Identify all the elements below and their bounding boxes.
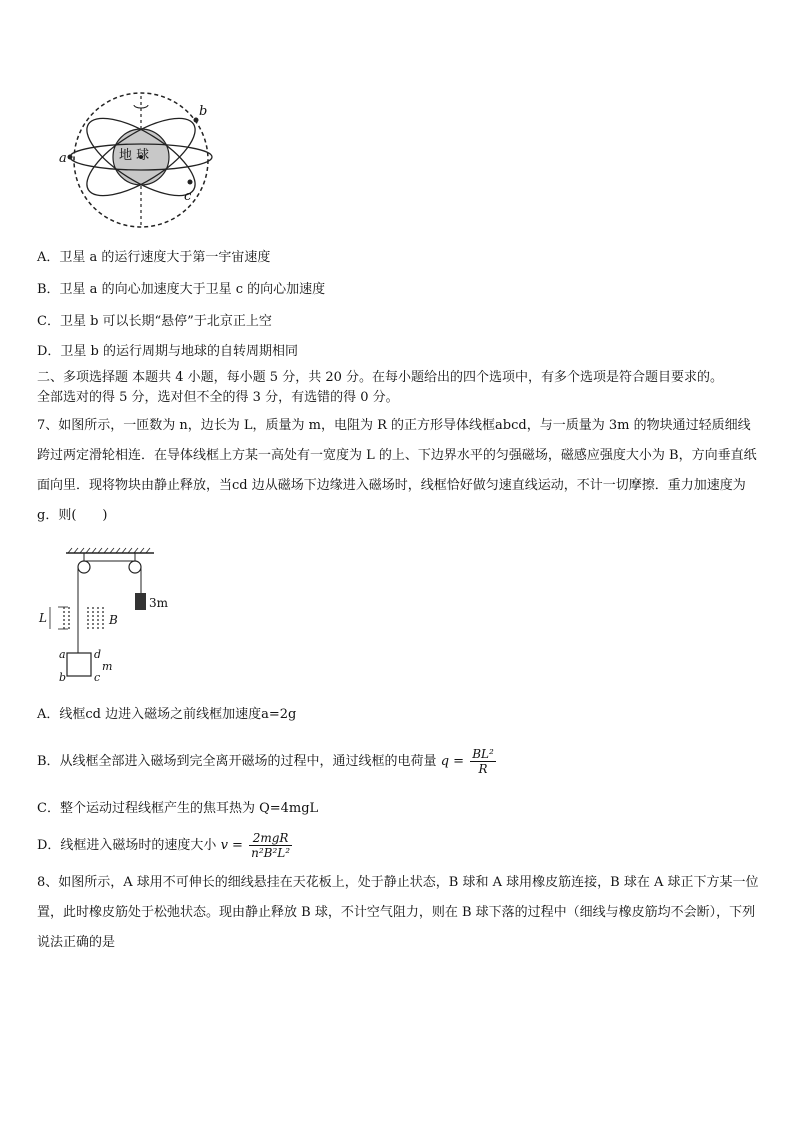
corner-d-label: d [94, 648, 102, 661]
rotation-arrow-icon [134, 105, 148, 108]
q6-option-a: A．卫星 a 的运行速度大于第一宇宙速度 [37, 250, 271, 265]
corner-a-label: a [59, 648, 66, 661]
q7-option-d-v: v = [220, 838, 243, 853]
q7-option-b-text: B．从线框全部进入磁场到完全离开磁场的过程中，通过线框的电荷量 [37, 754, 437, 769]
coil-frame [67, 653, 91, 676]
satellite-c [188, 180, 193, 185]
q7-stem: 7、如图所示，一匝数为 n，边长为 L，质量为 m，电阻为 R 的正方形导体线框abcd，与一质量为 3m 的物块通过轻质细线跨过两定滑轮相连．在导体线框上方某一高处有一宽度为 L 的上、下边界水平的匀强磁场，磁感应强度大小为 B，方向垂直纸面向里．现将物块由静止释放，当cd 边从磁场下边缘进入磁场时，线框恰好做匀速直线运动，不计一切摩擦．重力加速度为 g．则( ) [37, 418, 757, 523]
q7-option-d-numerator: 2mgR [249, 831, 292, 846]
pulley-left [78, 561, 90, 573]
q6-option-c: C．卫星 b 可以长期“悬停”于北京正上空 [37, 314, 272, 329]
satellite-b-label: b [199, 104, 208, 119]
satellite-orbit-figure [58, 90, 218, 230]
q7-option-d [37, 826, 292, 866]
q6-option-b: B．卫星 a 的向心加速度大于卫星 c 的向心加速度 [37, 282, 326, 297]
b-field-label: B [109, 613, 118, 627]
q7-option-c: C．整个运动过程线框产生的焦耳热为 Q=4mgL [37, 801, 319, 816]
pulley-coil-figure [36, 545, 169, 685]
section2-heading-line2: 全部选对的得 5 分，选对但不全的得 3 分，有选错的得 0 分。 [37, 390, 399, 405]
corner-b-label: b [59, 671, 67, 684]
q7-option-d-text: D．线框进入磁场时的速度大小 [37, 838, 217, 853]
q7-option-d-fraction [249, 831, 292, 860]
frame-mass-label: m [102, 660, 113, 673]
q8-stem: 8、如图所示，A 球用不可伸长的细线悬挂在天花板上，处于静止状态，B 球和 A 球用橡皮筋连接，B 球在 A 球正下方某一位置，此时橡皮筋处于松弛状态。现由静止释放 B 球，不计空气阻力，则在 B 球下落的过程中（细线与橡皮筋均不会断），下列说法正确的是 [37, 875, 759, 950]
section2-heading-line1: 二、多项选择题 本题共 4 小题，每小题 5 分，共 20 分。在每小题给出的四个选项中，有多个选项是符合题目要求的。 [37, 370, 724, 385]
q6-option-d: D．卫星 b 的运行周期与地球的自转周期相同 [37, 344, 299, 359]
corner-c-label: c [94, 671, 101, 684]
q7-option-b-numerator: BL² [472, 747, 494, 761]
block-3m [135, 593, 146, 610]
q7-option-b-denominator: R [478, 762, 488, 776]
q7-option-b-fraction [470, 747, 496, 776]
satellite-c-label: c [184, 189, 192, 204]
pulley-right [129, 561, 141, 573]
q7-option-a: A．线框cd 边进入磁场之前线框加速度a=2g [37, 707, 297, 722]
q7-option-b-q: q = [440, 754, 465, 769]
q7-option-d-denominator: n²B²L² [251, 846, 291, 860]
satellite-b [194, 118, 199, 123]
magnetic-field-dots [64, 607, 103, 629]
satellite-a [68, 155, 73, 160]
satellite-a-label: a [59, 151, 67, 166]
earth-label: 地 球 [119, 148, 150, 163]
block-3m-label: 3m [149, 596, 169, 610]
l-label: L [39, 611, 47, 625]
q7-option-b [37, 742, 496, 782]
